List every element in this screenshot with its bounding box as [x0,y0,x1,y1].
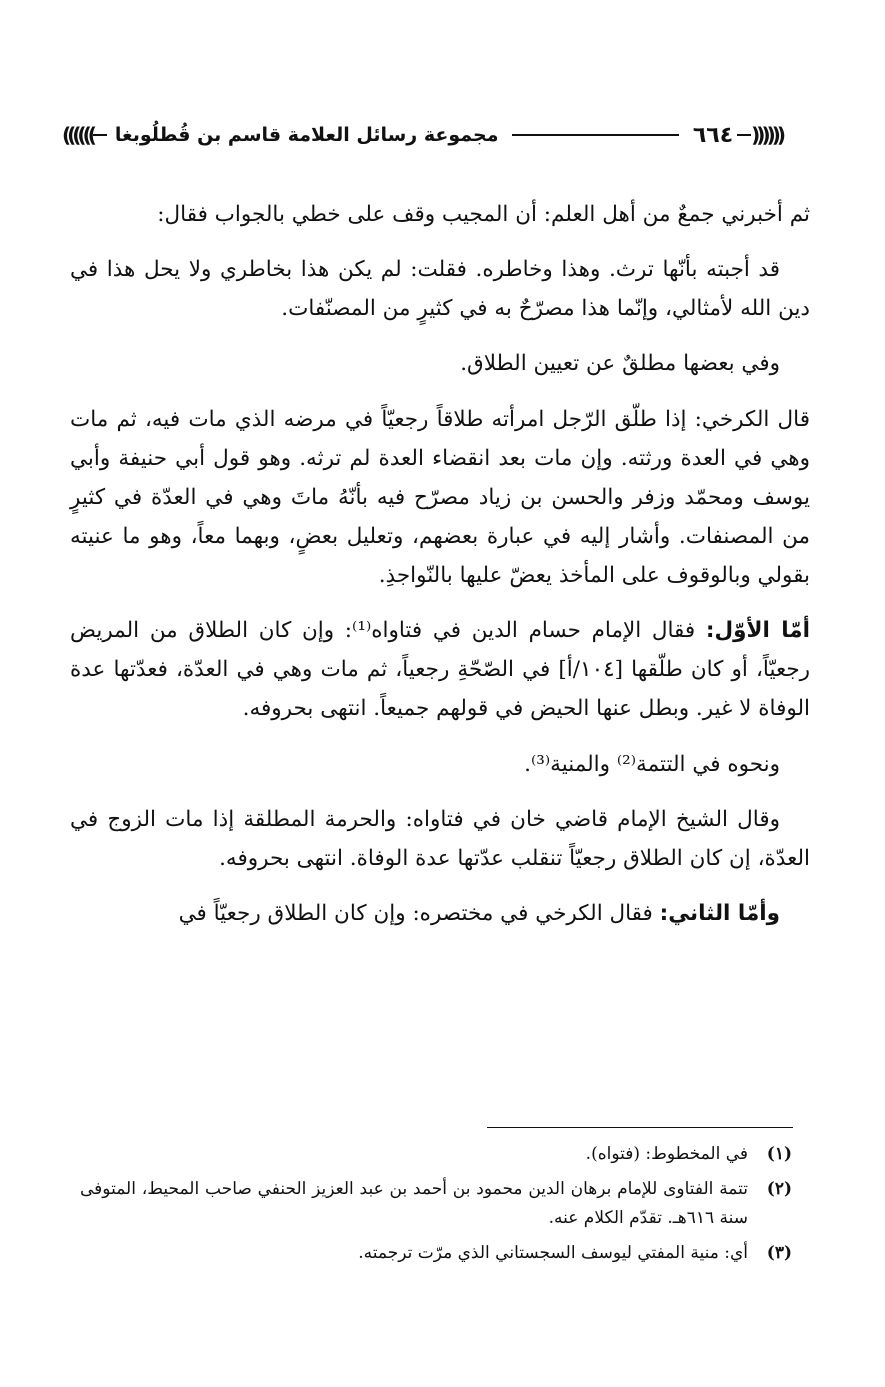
paragraph-text: فقال الكرخي في مختصره: وإن كان الطلاق رجعيّاً في [178,900,660,926]
footnote [80,1175,792,1233]
right-ornament-icon: )))))) [737,123,782,147]
paragraph: وفي بعضها مطلقٌ عن تعيين الطلاق. [460,351,780,377]
paragraph-text: فقال الإمام حسام الدين في فتاواه⁽¹⁾: وإن كان الطلاق من المريض رجعيّاً، أو كان طلّقها [١٠٤/أ] في الصّحّةِ رجعياً، ثم مات وهي في العدّة، فعدّتها عدة الوفاة لا غير. وبطل عنها الحيض في قولهم جميعاً. انتهى بحروفه. [70,618,810,722]
footnote [80,1140,792,1169]
paragraph: ونحوه في التتمة⁽²⁾ والمنية⁽³⁾. [524,751,780,777]
main-text [70,195,810,949]
footnote-number: (٣) [766,1242,792,1263]
section-lead: وأمّا الثاني: [659,900,780,926]
paragraph: ثم أخبرني جمعٌ من أهل العلم: أن المجيب وقف على خطي بالجواب فقال: [157,202,810,227]
paragraph: قال الكرخي: إذا طلّق الرّجل امرأته طلاقاً رجعيّاً في مرضه الذي مات فيه، ثم مات وهي في العدة ورثته. وإن مات بعد انقضاء العدة لم ترثه. وهو قول أبي حنيفة وأبي يوسف ومحمّد وزفر والحسن بن زياد مصرّح فيه بأنّهُ ماتَ وهي في العدّة في كثيرٍ من المصنفات. وأشار إليه في عبارة بعضهم، وتعليل بعضٍ، وبهما معاً، وهو ما عنيته بقولي وبالوقوف على المأخذ يعضّ عليها بالنّواجذِ. [70,406,810,588]
footnotes [80,1140,792,1274]
section-lead: أمّا الأوّل: [705,618,810,644]
page-number: ٦٦٤ [692,122,734,148]
footnote-text: في المخطوط: (فتواه). [585,1144,748,1164]
running-header [62,118,782,152]
header-rule [512,134,678,136]
paragraph [70,894,810,933]
footnote-text: تتمة الفتاوى للإمام برهان الدين محمود بن أحمد بن عبد العزيز الحنفي صاحب المحيط، المتوفى سنة ٦١٦هـ. تقدّم الكلام عنه. [80,1178,748,1228]
footnote-number: (٢) [766,1178,792,1199]
footnote-separator [487,1127,793,1128]
left-ornament-icon: (((((( [62,123,107,147]
header-title: مجموعة رسائل العلامة قاسم بن قُطلُوبغا [114,124,499,146]
paragraph: قد أجبته بأنّها ترث. وهذا وخاطره. فقلت: لم يكن هذا بخاطري ولا يحل هذا في دين الله لأمثالي، وإنّما هذا مصرّحٌ به في كثيرٍ من المصنّفات. [70,257,810,322]
footnote [80,1239,792,1268]
paragraph: وقال الشيخ الإمام قاضي خان في فتاواه: والحرمة المطلقة إذا مات الزوج في العدّة، إن كان الطلاق رجعيّاً تنقلب عدّتها عدة الوفاة. انتهى بحروفه. [70,806,810,871]
paragraph [70,611,810,728]
footnote-number: (١) [766,1144,792,1164]
footnote-text: أي: منية المفتي ليوسف السجستاني الذي مرّت ترجمته. [358,1242,748,1263]
